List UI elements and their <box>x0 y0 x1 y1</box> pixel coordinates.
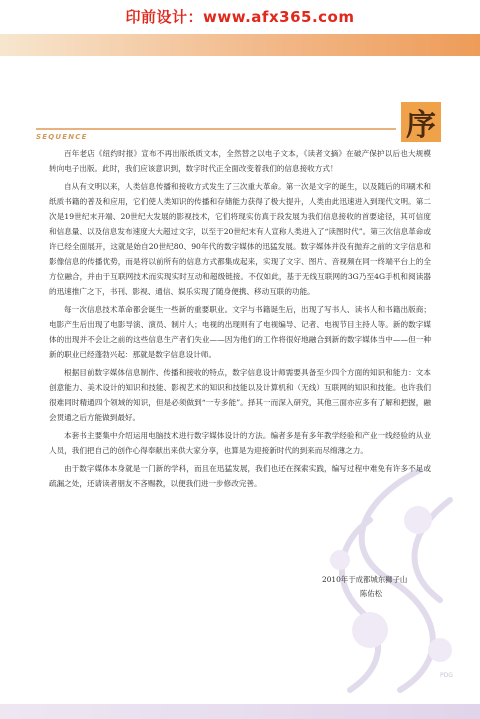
signature-author: 陈佑松 <box>360 589 383 598</box>
footer-band <box>0 704 480 719</box>
paragraph: 每一次信息技术革命都会诞生一些新的重要职业。文字与书籍诞生后，出现了写书人、读书人和书籍出版商；电影产生后出现了电影导演、演员、制片人；电视的出现则有了电视编导、记者、电视节目主持人等。新的数字媒体的出现并不会让之前的这些信息生产者们失业——因为他们的工作将很好地融合到新的数字媒体当中——但一种新的职业已经蓬勃兴起：那就是数字信息设计师。 <box>49 305 431 359</box>
paragraph: 根据目前数字媒体信息制作、传播和接收的特点，数字信息设计师需要具备至少四个方面的知识和能力：文本创意能力、美术设计的知识和技能、影视艺术的知识和技能以及计算机和（无线）互联网的知识和技能。也许我们很难同时精通四个领域的知识，但是必须做到“一专多能”。择其一而深入研究，其他三面亦应多有了解和把握，融会贯通之后方能做到最好。 <box>49 368 431 422</box>
header-gradient-band <box>0 34 480 56</box>
paragraph: 本套书主要集中介绍运用电脑技术进行数字媒体设计的方法。编者多是有多年教学经验和产业一线经验的从业人员，我们把自己的创作心得奉献出来供大家分享，也算是为迎接新时代的到来而尽绵薄之力。 <box>49 431 431 455</box>
sequence-label: SEQUENCE <box>36 133 88 141</box>
decor-label: PDG <box>440 672 453 679</box>
heading-rule <box>36 128 396 130</box>
paragraph: 自从有文明以来，人类信息传播和接收方式发生了三次重大革命。第一次是文字的诞生，以及随后的印刷术和纸质书籍的普及和应用，它们使人类知识的传播和存储能力获得了极大提升，人类由此迅速进入到现代文明。第二次是19世纪末开端、20世纪大发展的影视技术，它们将现实仿真于段发展为我们信息接收的首要途径，其可信度和信息量、以及信息发布速度大大超过文字，以至于20世纪末有人宣称人类进入了“读图时代”。第三次信息革命或许已经全面展开，这就是始自20世纪80、90年代的数字媒体的迅猛发展。数字媒体并没有抛弃之前的文字信息和影像信息的传播优势，而是将以前所有的信息方式都集成起来，实现了文字、图片、音视频在同一终端平台上的全方位融合，并由于互联网技术而实现实时互动和超级链接。不仅如此，基于无线互联网的3G乃至4G手机和阅读器的迅速推广之下，书刊、影视、通信、娱乐实现了随身便携、移动互联的功能。 <box>49 182 431 296</box>
signature-date-place: 2010年于成都城东狮子山 <box>322 575 408 584</box>
paragraph: 由于数字媒体本身就是一门新的学科，而且在迅猛发展，我们也还在探索实践，编写过程中难免有许多不足或疏漏之处，还请读者朋友不吝赐教，以便我们进一步修改完善。 <box>49 464 431 488</box>
paragraph: 百年老店《纽约时报》宣布不再出版纸质文本，全然替之以电子文本，《读者文摘》在破产保护以后也大规模转向电子出版。此时，我们应该意识到，数字时代正全面改变着我们的信息接收方式！ <box>49 149 431 173</box>
watermark-text: 印前设计：www.afx365.com <box>125 8 355 26</box>
signature-block <box>322 573 452 601</box>
preface-body <box>49 146 431 494</box>
preface-title: 序 <box>406 108 436 143</box>
preface-title-block <box>401 102 441 142</box>
